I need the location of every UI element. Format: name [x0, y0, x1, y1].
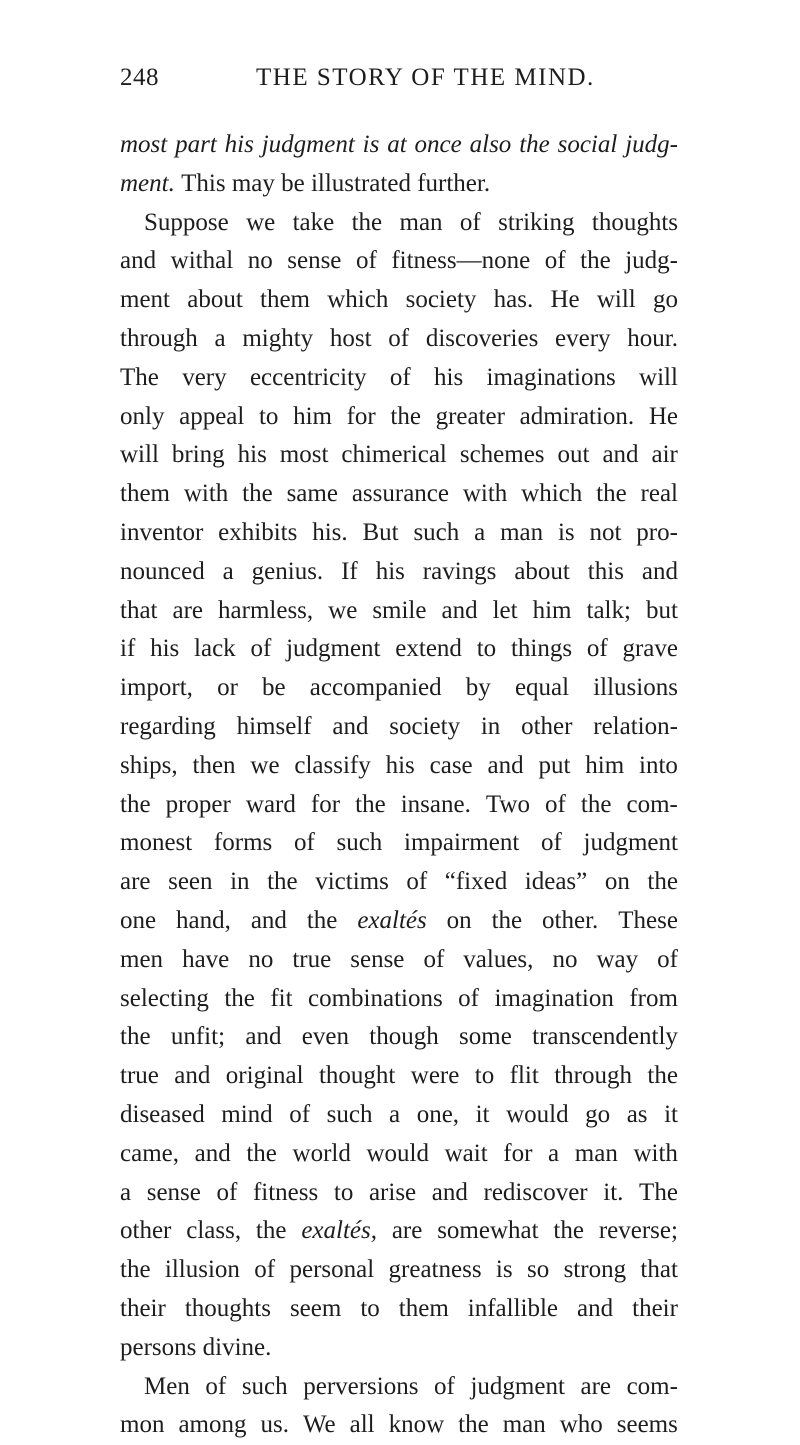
text-line: will bring his most chimerical schemes out and air: [120, 441, 678, 469]
text-line: mon among us. We all know the man who seems: [120, 1411, 678, 1439]
text-line: diseased mind of such a one, it would go as it: [120, 1100, 678, 1128]
text-line: The very eccentricity of his imaginations will: [120, 363, 678, 391]
text-line: men have no true sense of values, no way of: [120, 945, 678, 973]
text-line: inventor exhibits his. But such a man is not pro-: [120, 518, 678, 546]
text-line: other class, the exaltés, are somewhat the reverse;: [120, 1217, 678, 1245]
running-title: THE STORY OF THE MIND.: [256, 64, 595, 91]
body-text: [120, 126, 678, 1445]
text-line: regarding himself and society in other relation-: [120, 712, 678, 740]
page-number: 248: [120, 64, 159, 91]
page-header: [120, 64, 678, 96]
text-line: monest forms of such impairment of judgment: [120, 829, 678, 857]
text-line: one hand, and the exaltés on the other. These: [120, 906, 678, 934]
text-line: their thoughts seem to them infallible and their: [120, 1294, 678, 1322]
text-line: ment. This may be illustrated further.: [120, 169, 491, 197]
text-line: the illusion of personal greatness is so strong that: [120, 1256, 678, 1284]
text-line: through a mighty host of discoveries every hour.: [120, 324, 678, 352]
text-line: came, and the world would wait for a man with: [120, 1139, 678, 1167]
text-line: if his lack of judgment extend to things of grave: [120, 635, 678, 663]
text-line: ships, then we classify his case and put him into: [120, 751, 678, 779]
text-line: and withal no sense of fitness—none of the judg-: [120, 247, 678, 275]
text-line: Suppose we take the man of striking thoughts: [144, 208, 678, 236]
text-line: are seen in the victims of “fixed ideas” on the: [120, 868, 678, 896]
text-line: them with the same assurance with which the real: [120, 480, 678, 508]
text-line: true and original thought were to flit through the: [120, 1062, 678, 1090]
text-line: only appeal to him for the greater admiration. He: [120, 402, 678, 430]
text-line: selecting the fit combinations of imagination from: [120, 984, 678, 1012]
text-line: a sense of fitness to arise and rediscover it. The: [120, 1178, 678, 1206]
text-line: ment about them which society has. He will go: [120, 286, 678, 314]
text-line: the unfit; and even though some transcendently: [120, 1023, 678, 1051]
text-line: Men of such perversions of judgment are com-: [144, 1372, 678, 1400]
text-line: persons divine.: [120, 1333, 272, 1361]
text-line: most part his judgment is at once also the social judg-: [120, 131, 678, 158]
text-line: import, or be accompanied by equal illusions: [120, 674, 678, 702]
text-line: that are harmless, we smile and let him talk; but: [120, 596, 678, 624]
text-line: the proper ward for the insane. Two of the com-: [120, 790, 678, 818]
text-line: nounced a genius. If his ravings about this and: [120, 557, 678, 585]
